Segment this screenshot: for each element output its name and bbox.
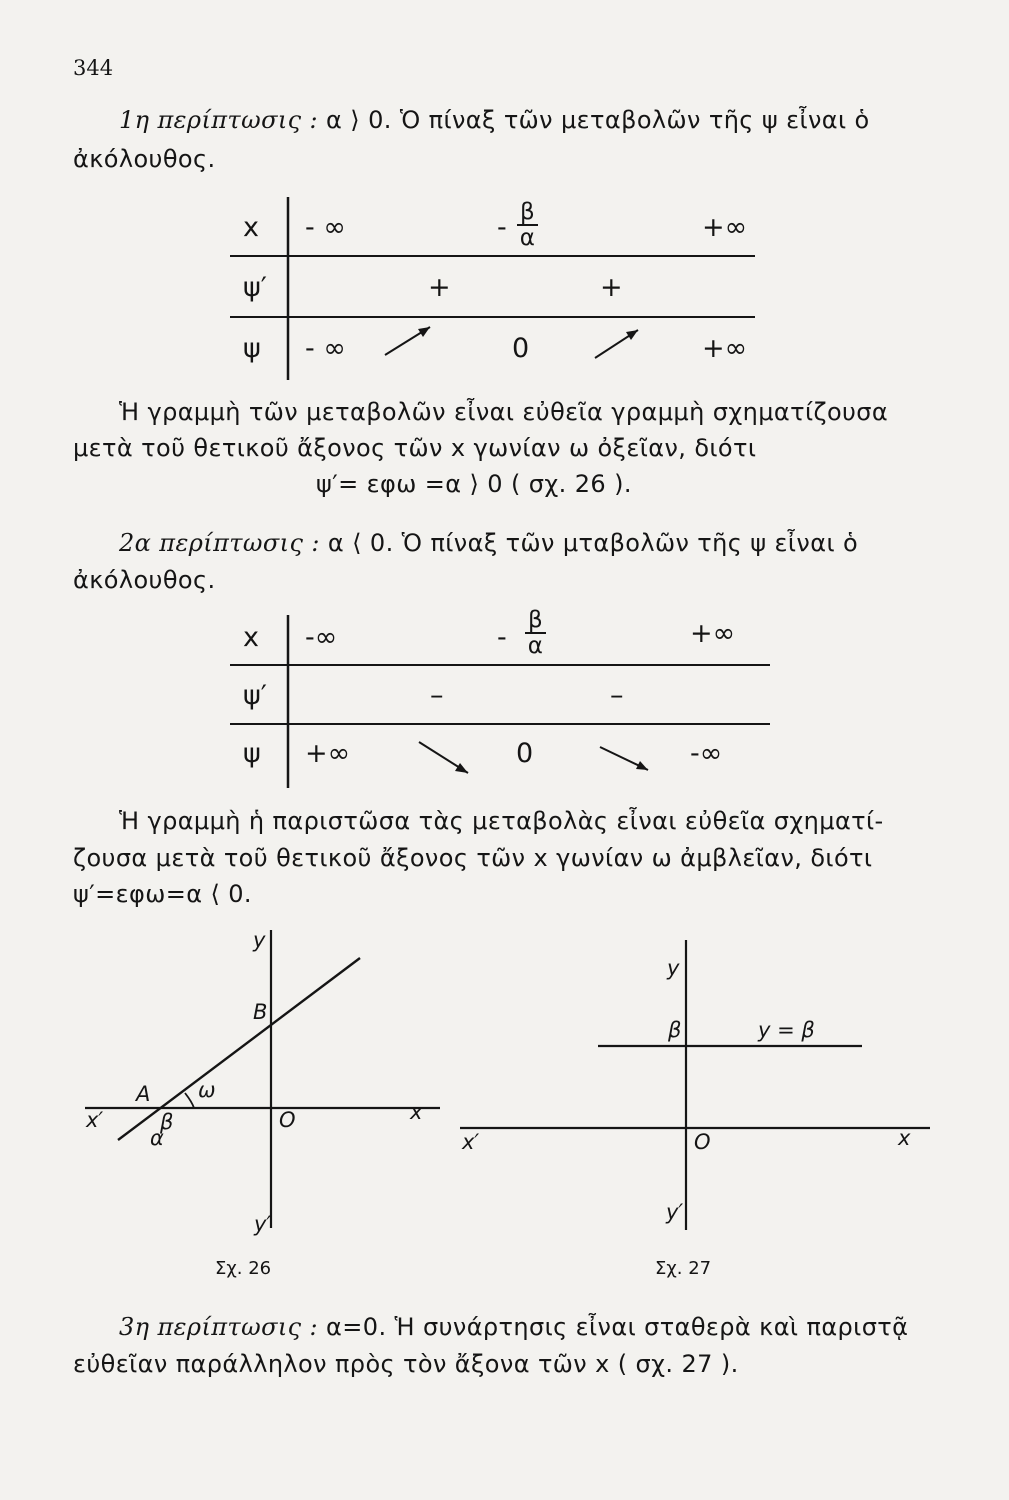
- fig27-label-x-prime: x′: [462, 1130, 480, 1154]
- case2-line2: ἀκόλουθος.: [73, 566, 216, 594]
- table1-psi-minus-inf: - ∞: [305, 333, 346, 364]
- case3-label: 3η περίπτωσις :: [119, 1313, 319, 1341]
- table2-psi-minus-inf: -∞: [690, 738, 723, 769]
- case1-text: α ⟩ 0. Ὁ πίναξ τῶν μεταβολῶν τῆς ψ εἶναι ὁ: [318, 106, 870, 134]
- fig27-label-line: y = β: [758, 1018, 815, 1042]
- case1-label: 1η περίπτωσις :: [119, 106, 319, 134]
- fig26-label-omega: ω: [198, 1078, 216, 1102]
- table2-var-x: x: [243, 622, 259, 653]
- fig26-label-O: O: [279, 1108, 296, 1132]
- table1-x-plus-inf: +∞: [702, 212, 748, 243]
- table2-x-sign: -: [497, 622, 507, 653]
- fig26-caption: Σχ. 26: [215, 1258, 272, 1279]
- table2-var-psi: ψ: [243, 738, 261, 769]
- para1-line1: Ἡ γραμμὴ τῶν μεταβολῶν εἶναι εὐθεῖα γραμμὴ σχηματίζουσα: [119, 398, 889, 426]
- page-number: 344: [73, 56, 114, 80]
- table2-psi-plus-inf: +∞: [305, 738, 351, 769]
- table2-dpsi-sign-2: –: [610, 680, 624, 711]
- case3-text: α=0. Ἡ συνάρτησις εἶναι σταθερὰ καὶ παριστᾷ: [318, 1313, 909, 1341]
- para2-line2: ζουσα μετὰ τοῦ θετικοῦ ἄξονος τῶν x γωνίαν ω ἀμβλεῖαν, διότι: [73, 844, 873, 872]
- fig26-label-x-prime: x′: [86, 1108, 104, 1132]
- case3-line2: εὐθεῖαν παράλληλον πρὸς τὸν ἄξονα τῶν x ( σχ. 27 ).: [73, 1350, 739, 1378]
- fig26-label-A: A: [136, 1082, 151, 1106]
- para1-formula: ψ′= εφω =α ⟩ 0 ( σχ. 26 ).: [316, 470, 632, 498]
- table2-root-den: α: [527, 633, 543, 660]
- table1-x-minus-inf: - ∞: [305, 212, 346, 243]
- table2-var-dpsi: ψ′: [243, 680, 267, 711]
- fig26-label-beta: β: [160, 1110, 174, 1134]
- table2-x-plus-inf: +∞: [690, 618, 736, 649]
- table1-psi-zero: 0: [512, 333, 530, 364]
- fig27-label-O: O: [694, 1130, 711, 1154]
- table2-root-num: β: [525, 608, 546, 634]
- table1-root-num: β: [517, 200, 538, 226]
- table1-dpsi-sign-2: +: [600, 272, 623, 303]
- case1-line2: ἀκόλουθος.: [73, 145, 216, 173]
- table1-var-x: x: [243, 212, 259, 243]
- para2-line3: ψ′=εφω=α ⟨ 0.: [73, 880, 252, 908]
- fig27-label-x: x: [898, 1126, 911, 1150]
- case2-text: α ⟨ 0. Ὁ πίναξ τῶν μταβολῶν τῆς ψ εἶναι ὁ: [319, 529, 859, 557]
- table1-var-dpsi: ψ′: [243, 272, 267, 303]
- table1-var-psi: ψ: [243, 333, 261, 364]
- table1-dpsi-sign-1: +: [428, 272, 451, 303]
- fig26-label-x: x: [410, 1100, 423, 1124]
- table1-x-sign: -: [497, 212, 507, 243]
- fig26-label-y: y: [253, 928, 266, 952]
- table2-dpsi-sign-1: –: [430, 680, 444, 711]
- para1-line2: μετὰ τοῦ θετικοῦ ἄξονος τῶν x γωνίαν ω ὀξεῖαν, διότι: [73, 434, 757, 462]
- table2-x-minus-inf: -∞: [305, 622, 338, 653]
- fig27-label-y-prime: y′: [666, 1200, 684, 1224]
- table2-psi-zero: 0: [516, 738, 534, 769]
- table1-psi-plus-inf: +∞: [702, 333, 748, 364]
- case2-label: 2α περίπτωσις :: [119, 529, 320, 557]
- fig27-caption: Σχ. 27: [655, 1258, 712, 1279]
- case3-line1: [119, 1313, 908, 1341]
- fig27-label-beta: β: [668, 1018, 682, 1042]
- para2-line1: Ἡ γραμμὴ ἡ παριστῶσα τὰς μεταβολὰς εἶναι εὐθεῖα σχηματί-: [119, 807, 884, 835]
- fig26-label-alpha: α: [150, 1126, 164, 1150]
- fig26-label-y-prime: y′: [254, 1212, 272, 1236]
- fig27-label-y: y: [667, 956, 680, 980]
- fig26-label-B: B: [253, 1000, 268, 1024]
- table1-root-den: α: [519, 225, 535, 252]
